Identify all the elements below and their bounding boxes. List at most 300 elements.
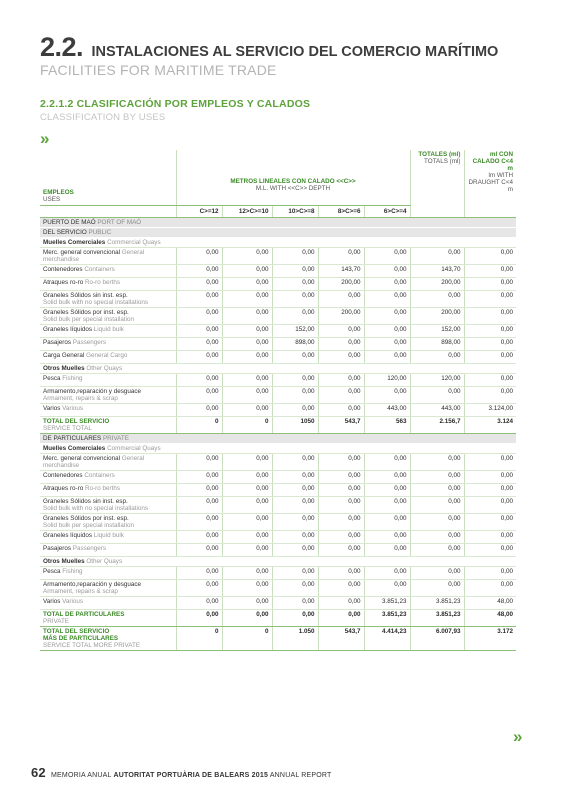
row-label bbox=[40, 627, 176, 651]
total-row bbox=[40, 610, 516, 627]
value-cell: 3.172 bbox=[464, 627, 516, 651]
value-cell: 0,00 bbox=[364, 265, 410, 278]
label-en: Solid bulk per special installation bbox=[43, 316, 135, 323]
value-cell: 0,00 bbox=[464, 325, 516, 338]
value-cell: 0,00 bbox=[222, 308, 272, 325]
label-es: TOTAL DEL SERVICIO bbox=[43, 418, 110, 425]
value-cell: 0,00 bbox=[464, 374, 516, 387]
value-cell: 0,00 bbox=[222, 497, 272, 514]
label-es: DEL SERVICIO bbox=[43, 229, 87, 236]
value-cell: 0,00 bbox=[410, 248, 464, 265]
value-cell: 0,00 bbox=[410, 454, 464, 471]
value-cell: 0,00 bbox=[464, 338, 516, 351]
group-row bbox=[40, 557, 516, 567]
value-cell: 0,00 bbox=[364, 497, 410, 514]
section-subtitle: CLASSIFICATION BY USES bbox=[40, 112, 166, 123]
value-cell: 0,00 bbox=[272, 404, 318, 417]
row-label bbox=[40, 291, 176, 308]
value-cell: 0,00 bbox=[272, 597, 318, 610]
label-es: Graneles Sólidos sin inst. esp. bbox=[43, 292, 128, 299]
value-cell: 0,00 bbox=[464, 514, 516, 531]
table-row bbox=[40, 374, 516, 387]
value-cell: 0,00 bbox=[464, 497, 516, 514]
label-en: Armament, repairs & scrap bbox=[43, 588, 118, 595]
value-cell: 0,00 bbox=[272, 514, 318, 531]
value-cell: 4.414,23 bbox=[364, 627, 410, 651]
value-cell: 543,7 bbox=[318, 627, 364, 651]
value-cell: 3.124 bbox=[464, 417, 516, 434]
value-cell: 0,00 bbox=[222, 291, 272, 308]
value-cell: 0,00 bbox=[318, 454, 364, 471]
value-cell: 0,00 bbox=[176, 454, 222, 471]
value-cell: 0,00 bbox=[222, 454, 272, 471]
value-cell: 0,00 bbox=[176, 278, 222, 291]
value-cell: 6.007,93 bbox=[410, 627, 464, 651]
value-cell: 0,00 bbox=[410, 387, 464, 404]
label-es-2: MÁS DE PARTICULARES bbox=[43, 635, 119, 642]
value-cell: 0,00 bbox=[222, 351, 272, 364]
total-row bbox=[40, 627, 516, 651]
row-label bbox=[40, 338, 176, 351]
value-cell: 0,00 bbox=[318, 580, 364, 597]
total-row bbox=[40, 417, 516, 434]
value-cell: 48,00 bbox=[464, 610, 516, 627]
empleos-label: EMPLEOS bbox=[43, 189, 74, 196]
value-cell: 0,00 bbox=[222, 514, 272, 531]
value-cell: 0,00 bbox=[464, 567, 516, 580]
value-cell: 0,00 bbox=[410, 484, 464, 497]
value-cell: 0,00 bbox=[222, 471, 272, 484]
value-cell: 1.050 bbox=[272, 627, 318, 651]
value-cell: 0,00 bbox=[364, 531, 410, 544]
value-cell: 0,00 bbox=[464, 531, 516, 544]
table-row bbox=[40, 351, 516, 364]
value-cell: 200,00 bbox=[410, 308, 464, 325]
value-cell: 0,00 bbox=[464, 278, 516, 291]
row-label bbox=[40, 351, 176, 364]
value-cell: 200,00 bbox=[410, 278, 464, 291]
value-cell: 0,00 bbox=[364, 278, 410, 291]
label-en: Ro-ro berths bbox=[85, 485, 120, 492]
label-en: PRIVATE bbox=[43, 618, 70, 625]
value-cell: 0,00 bbox=[272, 497, 318, 514]
label-en: PRIVATE bbox=[102, 435, 129, 442]
value-cell: 0,00 bbox=[176, 497, 222, 514]
value-cell: 0,00 bbox=[410, 497, 464, 514]
label-es: Graneles Sólidos por inst. esp. bbox=[43, 309, 129, 316]
label-es: TOTAL DE PARTICULARES bbox=[43, 611, 125, 618]
mlcon-header bbox=[464, 150, 516, 218]
section-heading bbox=[40, 98, 310, 123]
metros-es-label: METROS LINEALES CON CALADO <<C>> bbox=[230, 178, 356, 185]
table-row bbox=[40, 497, 516, 514]
value-cell: 3.851,23 bbox=[410, 610, 464, 627]
label-en: Commercial Quays bbox=[107, 239, 161, 246]
label-es: Merc. general convencional bbox=[43, 455, 121, 462]
value-cell: 0,00 bbox=[318, 291, 364, 308]
label-en: SERVICE TOTAL MORE PRIVATE bbox=[43, 642, 141, 649]
row-label bbox=[40, 531, 176, 544]
table-header-row bbox=[40, 150, 516, 206]
row-label bbox=[40, 248, 176, 265]
col-header: 10>C>=8 bbox=[272, 206, 318, 218]
value-cell: 0,00 bbox=[272, 610, 318, 627]
value-cell: 0,00 bbox=[464, 387, 516, 404]
page-footer bbox=[31, 765, 332, 780]
table-row bbox=[40, 278, 516, 291]
value-cell: 0,00 bbox=[318, 351, 364, 364]
uses-table bbox=[40, 150, 516, 651]
value-cell: 0,00 bbox=[272, 308, 318, 325]
table-row bbox=[40, 514, 516, 531]
value-cell: 2.156,7 bbox=[410, 417, 464, 434]
table-row bbox=[40, 248, 516, 265]
value-cell: 0,00 bbox=[318, 484, 364, 497]
table-row bbox=[40, 484, 516, 497]
value-cell: 0,00 bbox=[272, 454, 318, 471]
col-header: 12>C>=10 bbox=[222, 206, 272, 218]
value-cell: 0,00 bbox=[176, 291, 222, 308]
row-label bbox=[40, 404, 176, 417]
label-en: Liquid bulk bbox=[93, 326, 124, 333]
value-cell: 0,00 bbox=[364, 514, 410, 531]
value-cell: 0,00 bbox=[272, 580, 318, 597]
label-es: Merc. general convencional bbox=[43, 249, 121, 256]
value-cell: 120,00 bbox=[364, 374, 410, 387]
label-en: PORT OF MAÓ bbox=[97, 219, 142, 226]
value-cell: 0,00 bbox=[464, 471, 516, 484]
value-cell: 0,00 bbox=[364, 308, 410, 325]
value-cell: 0,00 bbox=[272, 291, 318, 308]
table-row bbox=[40, 325, 516, 338]
value-cell: 0,00 bbox=[464, 454, 516, 471]
value-cell: 0 bbox=[176, 417, 222, 434]
mlcon-en-label: lm WITH DRAUGHT C<4 m bbox=[468, 172, 513, 193]
value-cell: 0,00 bbox=[464, 248, 516, 265]
value-cell: 0,00 bbox=[464, 544, 516, 557]
value-cell: 3.851,23 bbox=[364, 610, 410, 627]
arrow-icon: » bbox=[40, 129, 47, 148]
value-cell: 3.851,23 bbox=[410, 597, 464, 610]
value-cell: 0,00 bbox=[410, 514, 464, 531]
value-cell: 0,00 bbox=[222, 265, 272, 278]
value-cell: 0,00 bbox=[364, 544, 410, 557]
label-en: Commercial Quays bbox=[107, 445, 161, 452]
value-cell: 143,70 bbox=[410, 265, 464, 278]
value-cell: 0,00 bbox=[272, 567, 318, 580]
label-en: General merchandise bbox=[43, 455, 145, 469]
table-row bbox=[40, 265, 516, 278]
row-label bbox=[40, 567, 176, 580]
mlcon-es-label: ml CON CALADO C<4 m bbox=[472, 151, 513, 172]
value-cell: 0,00 bbox=[464, 580, 516, 597]
value-cell: 0,00 bbox=[364, 291, 410, 308]
value-cell: 0,00 bbox=[222, 610, 272, 627]
label-es: Armamento,reparación y desguace bbox=[43, 581, 142, 588]
row-label bbox=[40, 325, 176, 338]
value-cell: 0,00 bbox=[318, 597, 364, 610]
value-cell: 0,00 bbox=[318, 471, 364, 484]
value-cell: 0,00 bbox=[318, 325, 364, 338]
value-cell: 0,00 bbox=[222, 597, 272, 610]
label-es: Contenedores bbox=[43, 472, 83, 479]
label-en: Passengers bbox=[72, 545, 107, 552]
row-label bbox=[40, 278, 176, 291]
uses-label: USES bbox=[43, 196, 61, 203]
row-label bbox=[40, 374, 176, 387]
value-cell: 0,00 bbox=[410, 580, 464, 597]
label-es: Graneles Sólidos por inst. esp. bbox=[43, 515, 129, 522]
row-label bbox=[40, 497, 176, 514]
value-cell: 0,00 bbox=[464, 351, 516, 364]
label-en: Solid bulk per special installation bbox=[43, 522, 135, 529]
page-subtitle: FACILITIES FOR MARITIME TRADE bbox=[40, 62, 277, 78]
value-cell: 0,00 bbox=[222, 374, 272, 387]
header-title-line bbox=[40, 32, 540, 63]
totales-header bbox=[410, 150, 464, 218]
value-cell: 0,00 bbox=[222, 484, 272, 497]
value-cell: 0,00 bbox=[176, 531, 222, 544]
group-row bbox=[40, 444, 516, 454]
value-cell: 0,00 bbox=[272, 531, 318, 544]
label-es: Armamento,reparación y desguace bbox=[43, 388, 142, 395]
row-label bbox=[40, 514, 176, 531]
value-cell: 0,00 bbox=[410, 351, 464, 364]
value-cell: 0,00 bbox=[272, 484, 318, 497]
value-cell: 443,00 bbox=[410, 404, 464, 417]
label-en: Fishing bbox=[62, 568, 83, 575]
label-en: Other Quays bbox=[86, 365, 123, 372]
value-cell: 0,00 bbox=[222, 567, 272, 580]
row-label bbox=[40, 544, 176, 557]
value-cell: 0,00 bbox=[464, 308, 516, 325]
value-cell: 0,00 bbox=[176, 404, 222, 417]
value-cell: 0,00 bbox=[176, 325, 222, 338]
footer-text-2: AUTORITAT PORTUÀRIA DE BALEARS 2015 bbox=[113, 772, 269, 779]
value-cell: 3.124,00 bbox=[464, 404, 516, 417]
row-label bbox=[40, 580, 176, 597]
label-en: Fishing bbox=[62, 375, 83, 382]
label-en: Armament, repairs & scrap bbox=[43, 395, 118, 402]
value-cell: 0,00 bbox=[410, 291, 464, 308]
label-en: Various bbox=[62, 598, 84, 605]
value-cell: 120,00 bbox=[410, 374, 464, 387]
value-cell: 0,00 bbox=[318, 544, 364, 557]
band-row bbox=[40, 434, 516, 444]
value-cell: 0,00 bbox=[318, 374, 364, 387]
value-cell: 0,00 bbox=[410, 471, 464, 484]
table-row bbox=[40, 338, 516, 351]
value-cell: 0,00 bbox=[176, 374, 222, 387]
value-cell: 563 bbox=[364, 417, 410, 434]
value-cell: 0,00 bbox=[176, 387, 222, 404]
value-cell: 0,00 bbox=[222, 278, 272, 291]
value-cell: 443,00 bbox=[364, 404, 410, 417]
empleos-header bbox=[40, 150, 176, 206]
value-cell: 0,00 bbox=[318, 514, 364, 531]
value-cell: 143,70 bbox=[318, 265, 364, 278]
value-cell: 0,00 bbox=[364, 351, 410, 364]
table-row bbox=[40, 404, 516, 417]
value-cell: 0,00 bbox=[222, 544, 272, 557]
row-label bbox=[40, 228, 516, 238]
label-en: Liquid bulk bbox=[93, 532, 124, 539]
value-cell: 0,00 bbox=[176, 544, 222, 557]
value-cell: 0,00 bbox=[222, 248, 272, 265]
label-es: DE PARTICULARES bbox=[43, 435, 102, 442]
table-row bbox=[40, 308, 516, 325]
row-label bbox=[40, 471, 176, 484]
value-cell: 0,00 bbox=[364, 248, 410, 265]
value-cell: 0,00 bbox=[176, 567, 222, 580]
value-cell: 0,00 bbox=[176, 471, 222, 484]
page-number: 62 bbox=[31, 765, 46, 780]
value-cell: 0,00 bbox=[176, 514, 222, 531]
row-label bbox=[40, 557, 516, 567]
value-cell: 0,00 bbox=[318, 387, 364, 404]
label-en: SERVICE TOTAL bbox=[43, 425, 92, 432]
label-en: Ro-ro berths bbox=[85, 279, 120, 286]
table-row bbox=[40, 531, 516, 544]
value-cell: 0,00 bbox=[176, 248, 222, 265]
value-cell: 0,00 bbox=[410, 567, 464, 580]
value-cell: 0,00 bbox=[318, 338, 364, 351]
table-row bbox=[40, 471, 516, 484]
label-en: General merchandise bbox=[43, 249, 145, 263]
value-cell: 898,00 bbox=[410, 338, 464, 351]
label-en: Solid bulk with no special installations bbox=[43, 505, 149, 512]
label-en: Other Quays bbox=[86, 558, 123, 565]
col-header: C>=12 bbox=[176, 206, 222, 218]
metros-header bbox=[176, 150, 410, 206]
totales-es-label: TOTALES (ml) bbox=[418, 151, 461, 158]
value-cell: 0 bbox=[222, 417, 272, 434]
value-cell: 0,00 bbox=[318, 497, 364, 514]
row-label bbox=[40, 610, 176, 627]
value-cell: 0,00 bbox=[318, 531, 364, 544]
row-label bbox=[40, 238, 516, 248]
row-label bbox=[40, 434, 516, 444]
band-row bbox=[40, 218, 516, 228]
label-es: Pesca bbox=[43, 375, 61, 382]
label-es: Carga General bbox=[43, 352, 85, 359]
label-es: Varios bbox=[43, 598, 61, 605]
value-cell: 0,00 bbox=[176, 265, 222, 278]
label-es: Pesca bbox=[43, 568, 61, 575]
value-cell: 0,00 bbox=[272, 351, 318, 364]
value-cell: 0,00 bbox=[272, 374, 318, 387]
value-cell: 0,00 bbox=[464, 265, 516, 278]
value-cell: 0,00 bbox=[318, 248, 364, 265]
label-en: PUBLIC bbox=[88, 229, 112, 236]
label-en: Solid bulk with no special installations bbox=[43, 299, 149, 306]
label-es: Otros Muelles bbox=[43, 365, 85, 372]
group-row bbox=[40, 238, 516, 248]
label-es: Graneles líquidos bbox=[43, 326, 93, 333]
table-row bbox=[40, 597, 516, 610]
table-row bbox=[40, 291, 516, 308]
page-header bbox=[40, 32, 540, 77]
label-es: Graneles líquidos bbox=[43, 532, 93, 539]
value-cell: 0,00 bbox=[364, 387, 410, 404]
row-label bbox=[40, 308, 176, 325]
label-es: Otros Muelles bbox=[43, 558, 85, 565]
value-cell: 0,00 bbox=[410, 544, 464, 557]
value-cell: 1050 bbox=[272, 417, 318, 434]
label-en: Various bbox=[62, 405, 84, 412]
value-cell: 0,00 bbox=[364, 325, 410, 338]
value-cell: 200,00 bbox=[318, 278, 364, 291]
value-cell: 0,00 bbox=[464, 484, 516, 497]
value-cell: 898,00 bbox=[272, 338, 318, 351]
row-label bbox=[40, 265, 176, 278]
next-arrow-icon: » bbox=[513, 727, 520, 746]
value-cell: 0,00 bbox=[272, 387, 318, 404]
blank-header bbox=[40, 206, 176, 218]
label-es: Varios bbox=[43, 405, 61, 412]
value-cell: 0,00 bbox=[176, 308, 222, 325]
value-cell: 0,00 bbox=[272, 544, 318, 557]
row-label bbox=[40, 597, 176, 610]
row-label bbox=[40, 417, 176, 434]
label-es: Pasajeros bbox=[43, 339, 72, 346]
table-row bbox=[40, 544, 516, 557]
row-label bbox=[40, 454, 176, 471]
label-en: Containers bbox=[84, 472, 115, 479]
value-cell: 0,00 bbox=[176, 338, 222, 351]
label-es: TOTAL DEL SERVICIO bbox=[43, 628, 110, 635]
value-cell: 0 bbox=[222, 627, 272, 651]
value-cell: 200,00 bbox=[318, 308, 364, 325]
value-cell: 0,00 bbox=[272, 248, 318, 265]
label-es: Atraques ro-ro bbox=[43, 485, 84, 492]
page-title: INSTALACIONES AL SERVICIO DEL COMERCIO MARÍTIMO bbox=[91, 44, 499, 60]
value-cell: 0 bbox=[176, 627, 222, 651]
totales-en-label: TOTALS (ml) bbox=[424, 158, 461, 165]
value-cell: 0,00 bbox=[222, 387, 272, 404]
label-es: Muelles Comerciales bbox=[43, 445, 106, 452]
value-cell: 3.851,23 bbox=[364, 597, 410, 610]
value-cell: 0,00 bbox=[272, 278, 318, 291]
row-label bbox=[40, 364, 516, 374]
row-label bbox=[40, 218, 516, 228]
label-es: Atraques ro-ro bbox=[43, 279, 84, 286]
row-label bbox=[40, 387, 176, 404]
col-header: 8>C>=6 bbox=[318, 206, 364, 218]
row-label bbox=[40, 484, 176, 497]
value-cell: 0,00 bbox=[222, 531, 272, 544]
row-label bbox=[40, 444, 516, 454]
value-cell: 0,00 bbox=[222, 404, 272, 417]
value-cell: 0,00 bbox=[176, 610, 222, 627]
value-cell: 48,00 bbox=[464, 597, 516, 610]
value-cell: 0,00 bbox=[364, 471, 410, 484]
label-es: PUERTO DE MAÓ bbox=[43, 219, 96, 226]
value-cell: 0,00 bbox=[364, 567, 410, 580]
value-cell: 0,00 bbox=[176, 597, 222, 610]
label-es: Pasajeros bbox=[43, 545, 72, 552]
value-cell: 0,00 bbox=[176, 484, 222, 497]
col-header: 6>C>=4 bbox=[364, 206, 410, 218]
label-en: Containers bbox=[84, 266, 115, 273]
section-title: 2.2.1.2 CLASIFICACIÓN POR EMPLEOS Y CALADOS bbox=[40, 98, 311, 110]
value-cell: 0,00 bbox=[272, 265, 318, 278]
value-cell: 0,00 bbox=[222, 580, 272, 597]
value-cell: 0,00 bbox=[364, 580, 410, 597]
footer-text-3: ANNUAL REPORT bbox=[269, 772, 332, 779]
metros-en-label: M.L. WITH <<C>> DEPTH bbox=[255, 185, 331, 192]
value-cell: 0,00 bbox=[318, 610, 364, 627]
